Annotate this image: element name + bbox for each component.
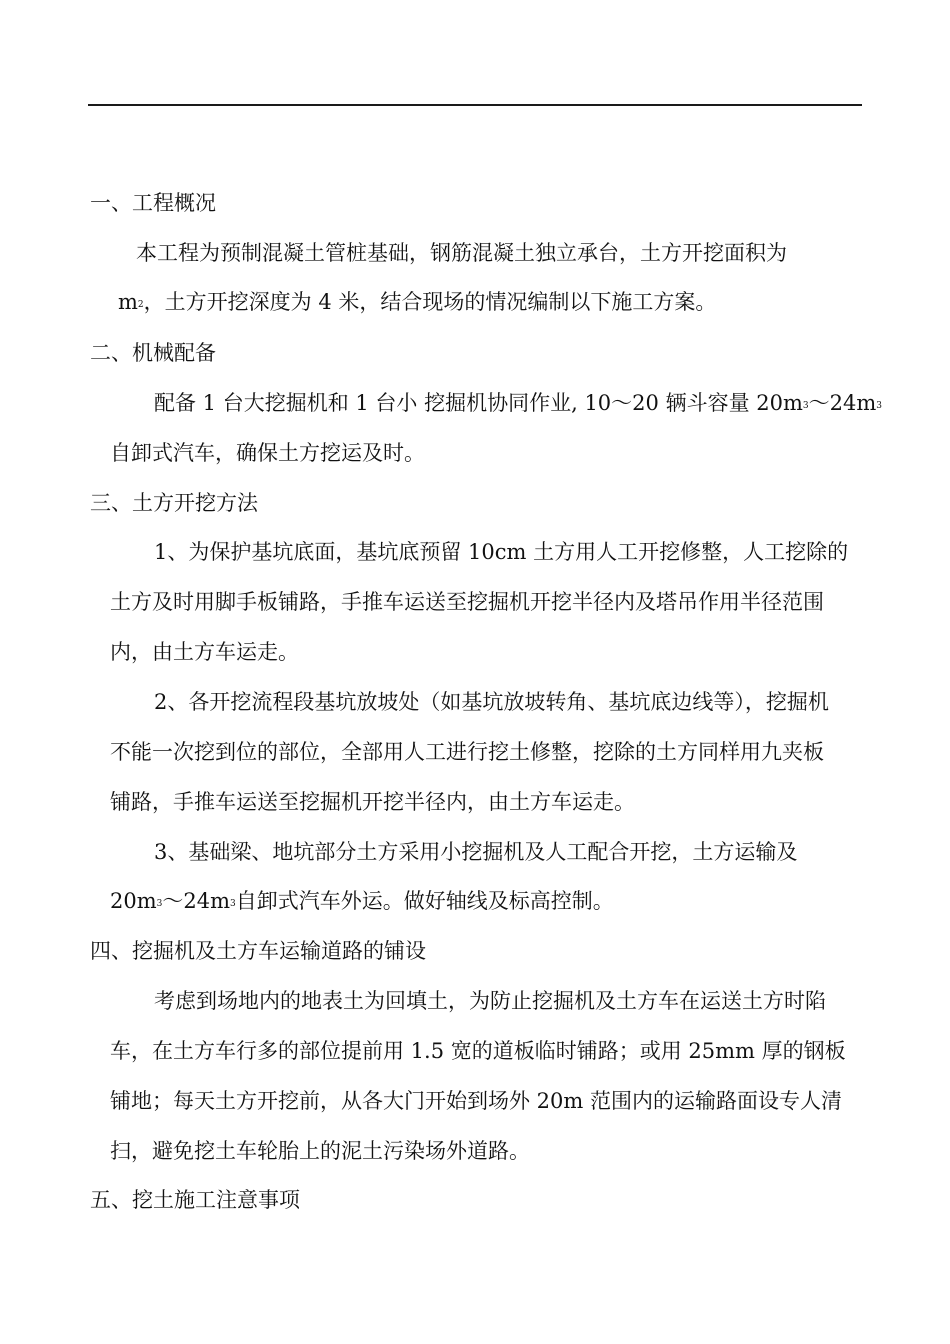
superscript: 3: [876, 401, 882, 411]
paragraph-line: 车，在土方车行多的部位提前用 1.5 宽的道板临时铺路；或用 25mm 厚的钢板: [110, 1039, 846, 1063]
section-heading-3: 三、土方开挖方法: [90, 491, 258, 515]
superscript: 3: [230, 899, 236, 909]
header-rule: [88, 104, 862, 106]
paragraph-line: 3、基础梁、地坑部分土方采用小挖掘机及人工配合开挖，土方运输及: [154, 840, 798, 864]
paragraph-line: 本工程为预制混凝土管桩基础，钢筋混凝土独立承台，土方开挖面积为: [136, 241, 787, 265]
line-text: 自卸式汽车外运。做好轴线及标高控制。: [235, 889, 614, 913]
paragraph-line: 考虑到场地内的地表土为回填土，为防止挖掘机及土方车在运送土方时陷: [154, 989, 826, 1013]
section-heading-4: 四、挖掘机及土方车运输道路的铺设: [90, 939, 426, 963]
section-heading-5: 五、挖土施工注意事项: [90, 1188, 300, 1212]
superscript: 2: [137, 300, 144, 310]
paragraph-line: 不能一次挖到位的部位，全部用人工进行挖土修整，挖除的土方同样用九夹板: [110, 740, 824, 764]
paragraph-line: 2、各开挖流程段基坑放坡处（如基坑放坡转角、基坑底边线等），挖掘机: [154, 690, 829, 714]
paragraph-line: [154, 390, 882, 421]
line-text: ，土方开挖深度为 4 米，结合现场的情况编制以下施工方案。: [143, 290, 717, 314]
paragraph-line: 扫，避免挖土车轮胎上的泥土污染场外道路。: [110, 1139, 530, 1163]
paragraph-line: 铺地；每天土方开挖前，从各大门开始到场外 20m 范围内的运输路面设专人清: [110, 1089, 842, 1113]
paragraph-line: [110, 888, 614, 919]
section-heading-1: 一、工程概况: [90, 191, 216, 215]
section-heading-2: 二、机械配备: [90, 341, 216, 365]
line-text: ～24m: [808, 391, 877, 415]
paragraph-line: 内，由土方车运走。: [110, 640, 299, 664]
line-text: 配备 1 台大挖掘机和 1 台小 挖掘机协同作业, 10～20 辆斗容量 20m: [154, 391, 803, 415]
unit-text: m: [118, 290, 138, 314]
paragraph-line: 自卸式汽车，确保土方挖运及时。: [110, 441, 425, 465]
paragraph-line: 1、为保护基坑底面，基坑底预留 10cm 土方用人工开挖修整，人工挖除的: [154, 540, 849, 564]
paragraph-line: [118, 289, 716, 320]
line-text: 20m: [110, 889, 157, 913]
paragraph-line: 土方及时用脚手板铺路，手推车运送至挖掘机开挖半径内及塔吊作用半径范围: [110, 590, 824, 614]
paragraph-line: 铺路，手推车运送至挖掘机开挖半径内，由土方车运走。: [110, 790, 635, 814]
superscript: 3: [156, 899, 163, 909]
superscript: 3: [802, 401, 809, 411]
line-text: ～24m: [162, 889, 231, 913]
